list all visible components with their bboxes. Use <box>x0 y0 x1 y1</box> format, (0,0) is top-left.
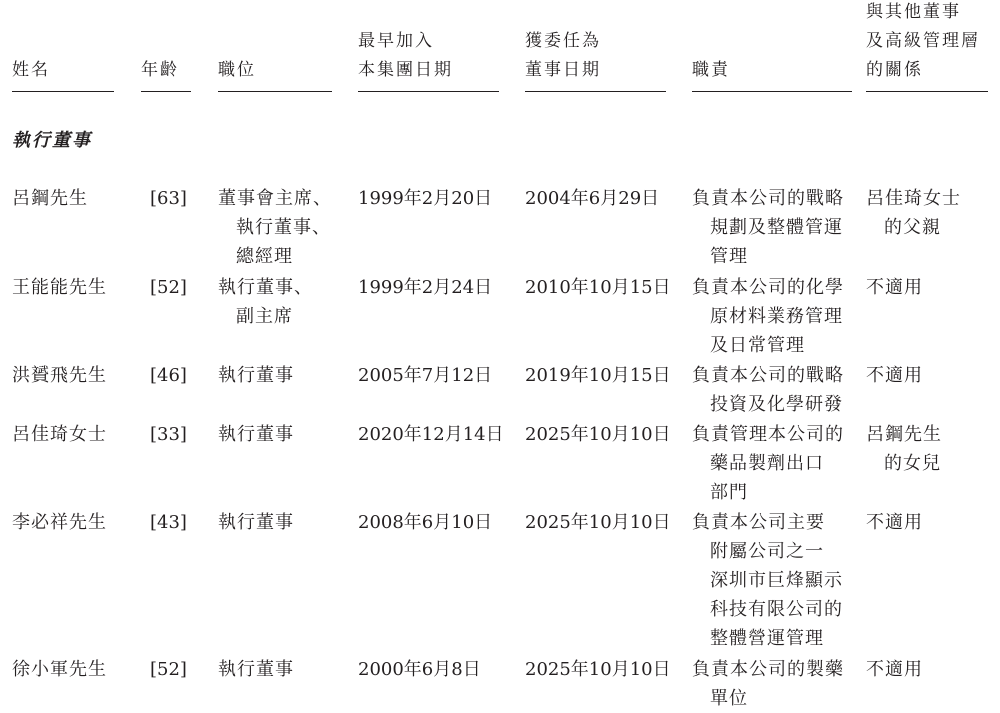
cell-line: 2025年10月10日 <box>525 424 671 445</box>
cell-line: [33] <box>150 424 187 445</box>
cell-line: 1999年2月24日 <box>358 277 493 298</box>
cell-line: 2020年12月14日 <box>358 424 504 445</box>
header-name <box>12 0 114 92</box>
cell-name <box>12 184 88 213</box>
cell-line: 規劃及整體管運 <box>710 217 843 238</box>
header-line: 董事日期 <box>525 60 601 80</box>
cell-line: 李必祥先生 <box>12 512 107 533</box>
cell-line: 執行董事、 <box>218 277 313 298</box>
cell-line: 不適用 <box>866 659 923 680</box>
cell-line: 1999年2月20日 <box>358 188 493 209</box>
cell-line: 科技有限公司的 <box>710 599 843 620</box>
cell-name <box>12 361 107 390</box>
cell-age <box>150 361 187 390</box>
cell-line: 投資及化學研發 <box>710 394 843 415</box>
cell-line: 2000年6月8日 <box>358 659 481 680</box>
cell-line: 負責本公司的戰略 <box>692 188 844 209</box>
cell-line: [52] <box>150 277 187 298</box>
cell-age <box>150 420 187 449</box>
cell-line: 負責本公司的戰略 <box>692 365 844 386</box>
cell-line: 執行董事 <box>218 365 294 386</box>
cell-appoint-date <box>525 361 671 390</box>
cell-line: [52] <box>150 659 187 680</box>
cell-line: [46] <box>150 365 187 386</box>
cell-position <box>218 184 332 271</box>
cell-line: 的父親 <box>884 217 941 238</box>
cell-line: 呂佳琦女士 <box>866 188 961 209</box>
header-duties <box>692 0 852 92</box>
cell-line: 2008年6月10日 <box>358 512 493 533</box>
cell-line: [43] <box>150 512 187 533</box>
header-line: 年齡 <box>141 60 179 80</box>
header-line: 本集團日期 <box>358 60 453 80</box>
cell-duties <box>692 184 844 271</box>
cell-duties <box>692 508 843 653</box>
cell-age <box>150 273 187 302</box>
cell-duties <box>692 273 844 360</box>
cell-position <box>218 361 294 390</box>
cell-line: 2004年6月29日 <box>525 188 660 209</box>
cell-line: 及日常管理 <box>710 335 805 356</box>
cell-relationship <box>866 361 923 390</box>
cell-relationship <box>866 508 923 537</box>
cell-line: 副主席 <box>236 306 293 327</box>
cell-line: 管理 <box>710 246 748 267</box>
header-appoint-date <box>525 0 666 92</box>
cell-position <box>218 655 294 684</box>
cell-line: 深圳市巨烽顯示 <box>710 570 843 591</box>
header-line: 職責 <box>692 60 730 80</box>
cell-line: 呂鋼先生 <box>12 188 88 209</box>
cell-duties <box>692 655 844 713</box>
cell-line: 2019年10月15日 <box>525 365 671 386</box>
cell-line: 負責本公司的化學 <box>692 277 844 298</box>
header-line: 獲委任為 <box>525 31 601 51</box>
cell-position <box>218 420 294 449</box>
cell-line: 不適用 <box>866 512 923 533</box>
cell-join-date <box>358 655 481 684</box>
cell-relationship <box>866 420 942 478</box>
header-line: 及高級管理層 <box>866 31 980 51</box>
cell-appoint-date <box>525 508 671 537</box>
header-line: 的關係 <box>866 60 923 80</box>
cell-name <box>12 655 107 684</box>
cell-age <box>150 508 187 537</box>
cell-appoint-date <box>525 184 659 213</box>
cell-name <box>12 273 107 302</box>
header-line: 職位 <box>218 60 256 80</box>
cell-join-date <box>358 420 504 449</box>
cell-relationship <box>866 273 923 302</box>
cell-duties <box>692 420 844 507</box>
header-age <box>141 0 191 92</box>
cell-line: 洪贇飛先生 <box>12 365 107 386</box>
section-title: 執行董事 <box>12 130 92 151</box>
cell-line: 執行董事、 <box>236 217 331 238</box>
cell-line: 徐小軍先生 <box>12 659 107 680</box>
cell-line: 原材料業務管理 <box>710 306 843 327</box>
cell-line: 2025年10月10日 <box>525 512 671 533</box>
cell-join-date <box>358 184 492 213</box>
cell-line: 單位 <box>710 688 748 709</box>
cell-line: [63] <box>150 188 187 209</box>
cell-line: 負責管理本公司的 <box>692 424 844 445</box>
cell-line: 王能能先生 <box>12 277 107 298</box>
header-join-date <box>358 0 499 92</box>
cell-position <box>218 508 294 537</box>
cell-line: 整體營運管理 <box>710 628 824 649</box>
cell-age <box>150 655 187 684</box>
cell-appoint-date <box>525 420 671 449</box>
cell-name <box>12 420 107 449</box>
cell-line: 附屬公司之一 <box>710 541 824 562</box>
cell-line: 2010年10月15日 <box>525 277 671 298</box>
cell-duties <box>692 361 844 419</box>
header-position <box>218 0 332 92</box>
header-relationship <box>866 0 988 92</box>
cell-appoint-date <box>525 273 671 302</box>
cell-line: 執行董事 <box>218 659 294 680</box>
cell-line: 執行董事 <box>218 424 294 445</box>
cell-relationship <box>866 655 923 684</box>
cell-line: 藥品製劑出口 <box>710 453 824 474</box>
cell-line: 部門 <box>710 482 748 503</box>
cell-join-date <box>358 273 492 302</box>
cell-age <box>150 184 187 213</box>
header-line: 姓名 <box>12 60 50 80</box>
cell-line: 執行董事 <box>218 512 294 533</box>
cell-line: 的女兒 <box>884 453 941 474</box>
cell-appoint-date <box>525 655 671 684</box>
cell-line: 負責本公司主要 <box>692 512 825 533</box>
cell-line: 總經理 <box>236 246 293 267</box>
cell-line: 不適用 <box>866 277 923 298</box>
cell-line: 2025年10月10日 <box>525 659 671 680</box>
cell-name <box>12 508 107 537</box>
cell-line: 呂鋼先生 <box>866 424 942 445</box>
header-line: 最早加入 <box>358 31 434 51</box>
cell-line: 負責本公司的製藥 <box>692 659 844 680</box>
cell-line: 呂佳琦女士 <box>12 424 107 445</box>
cell-line: 不適用 <box>866 365 923 386</box>
cell-position <box>218 273 313 331</box>
cell-line: 2005年7月12日 <box>358 365 493 386</box>
cell-relationship <box>866 184 961 242</box>
cell-join-date <box>358 508 492 537</box>
header-line: 與其他董事 <box>866 2 961 22</box>
cell-line: 董事會主席、 <box>218 188 332 209</box>
cell-join-date <box>358 361 492 390</box>
